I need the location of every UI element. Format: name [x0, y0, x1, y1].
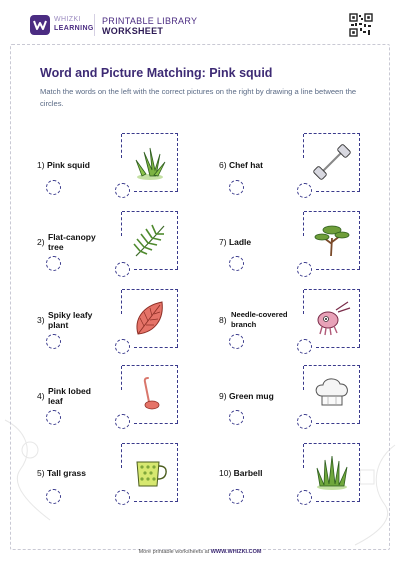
right-picture-box-9	[304, 365, 360, 423]
red-leaf-icon	[130, 298, 170, 338]
left-picture-box-4	[122, 365, 178, 423]
green-mug-icon	[130, 452, 170, 492]
right-word-8: 8) Needle-covered branch	[219, 310, 288, 329]
left-word-circle-1[interactable]	[46, 180, 61, 195]
right-word-7: 7) Ladle	[219, 237, 252, 247]
pink-squid-icon	[312, 298, 352, 338]
right-word-9: 9) Green mug	[219, 391, 274, 401]
right-word-circle-10[interactable]	[229, 489, 244, 504]
right-word-circle-8[interactable]	[229, 334, 244, 349]
qr-code-icon	[349, 13, 373, 37]
whizki-logo-icon	[30, 15, 50, 35]
right-word-6: 6) Chef hat	[219, 160, 263, 170]
left-picture-box-5	[122, 443, 178, 501]
barbell-icon	[312, 142, 352, 182]
left-word-4: 4) Pink lobed leaf	[37, 386, 91, 406]
logo-text: WHIZKI LEARNING	[54, 16, 94, 32]
right-picture-box-10	[304, 443, 360, 501]
left-word-1: 1) Pink squid	[37, 160, 90, 170]
ladle-icon	[130, 374, 170, 414]
worksheet-instructions: Match the words on the left with the correct pictures on the right by drawing a line between the circles.	[40, 87, 357, 108]
left-word-circle-3[interactable]	[46, 334, 61, 349]
right-word-circle-9[interactable]	[229, 410, 244, 425]
left-picture-box-1	[122, 133, 178, 191]
header	[0, 0, 400, 44]
left-word-circle-5[interactable]	[46, 489, 61, 504]
chef-hat-icon	[312, 374, 352, 414]
right-picture-box-6	[304, 133, 360, 191]
worksheet-title: Word and Picture Matching: Pink squid	[40, 66, 273, 80]
left-word-3: 3) Spiky leafy plant	[37, 310, 93, 330]
flat-canopy-tree-icon	[312, 220, 352, 260]
footer: More printable worksheets at WWW.WHIZKI.COM	[138, 549, 262, 555]
left-word-5: 5) Tall grass	[37, 468, 86, 478]
left-word-circle-2[interactable]	[46, 256, 61, 271]
tall-grass-icon	[312, 452, 352, 492]
left-word-circle-4[interactable]	[46, 410, 61, 425]
footer-site-link[interactable]: WWW.WHIZKI.COM	[210, 549, 262, 555]
left-picture-box-2	[122, 211, 178, 269]
header-title: PRINTABLE LIBRARY WORKSHEET	[102, 16, 198, 36]
header-divider	[94, 14, 95, 36]
right-picture-box-8	[304, 289, 360, 347]
right-word-circle-7[interactable]	[229, 256, 244, 271]
grass-icon	[130, 142, 170, 182]
right-word-10: 10) Barbell	[219, 468, 263, 478]
left-picture-box-3	[122, 289, 178, 347]
left-word-2: 2) Flat-canopy tree	[37, 232, 96, 252]
right-word-circle-6[interactable]	[229, 180, 244, 195]
right-picture-box-7	[304, 211, 360, 269]
palm-leaf-icon	[130, 220, 170, 260]
